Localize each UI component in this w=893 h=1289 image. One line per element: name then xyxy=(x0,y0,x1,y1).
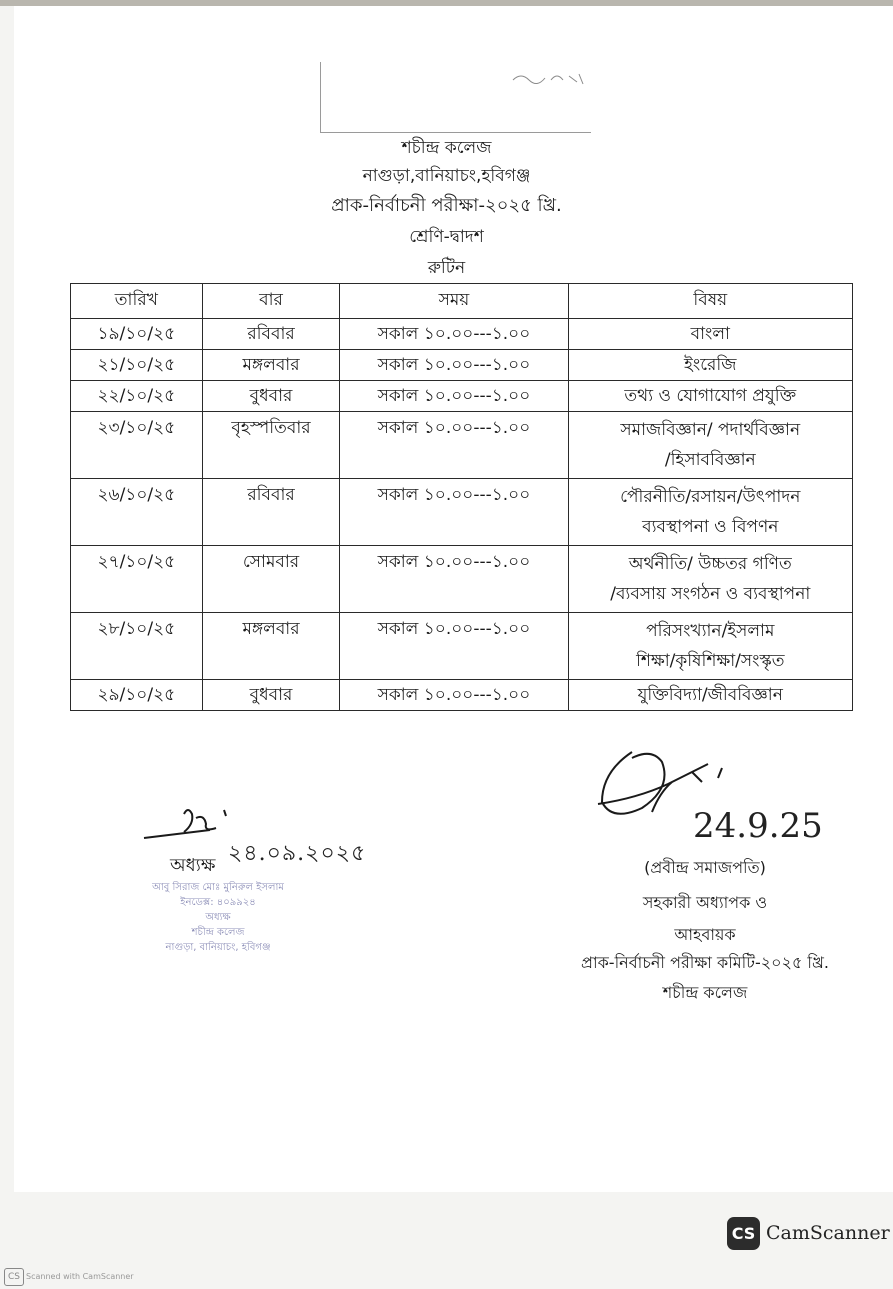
camscanner-small-logo-icon: CS xyxy=(4,1268,24,1286)
convener-signed-date: 24.9.25 xyxy=(693,806,823,846)
principal-seal xyxy=(118,880,318,955)
convener-committee: প্রাক-নির্বাচনী পরীক্ষা কমিটি-২০২৫ খ্রি. xyxy=(581,953,829,972)
cell-date: ১৯/১০/২৫ xyxy=(71,319,203,350)
cell-date: ২১/১০/২৫ xyxy=(71,350,203,381)
cell-date: ২৯/১০/২৫ xyxy=(71,680,203,711)
subject-line: ব্যবস্থাপনা ও বিপণন xyxy=(642,517,779,537)
table-row xyxy=(71,613,853,680)
convener-name: (প্রবীন্দ্র সমাজপতি) xyxy=(644,858,766,877)
cell-subject: তথ্য ও যোগাযোগ প্রযুক্তি xyxy=(568,381,852,412)
table-header-row xyxy=(71,284,853,319)
seal-line: নাগুড়া, বানিয়াচং, হবিগঞ্জ xyxy=(165,942,271,953)
seal-line: শচীন্দ্র কলেজ xyxy=(191,927,245,938)
cell-date: ২২/১০/২৫ xyxy=(71,381,203,412)
column-header-subject: বিষয় xyxy=(568,284,852,319)
principal-label: অধ্যক্ষ xyxy=(170,855,216,876)
principal-signed-date: ২৪.০৯.২০২৫ xyxy=(228,841,367,866)
seal-line: ইনডেক্স: ৪০৯৯২৪ xyxy=(180,897,256,908)
table-row xyxy=(71,319,853,350)
cell-date: ২৬/১০/২৫ xyxy=(71,479,203,546)
cell-time: সকাল ১০.০০---১.০০ xyxy=(340,479,568,546)
college-address: নাগুড়া,বানিয়াচং,হবিগঞ্জ xyxy=(362,166,531,186)
cell-date: ২৮/১০/২৫ xyxy=(71,613,203,680)
subject-line: /ব্যবসায় সংগঠন ও ব্যবস্থাপনা xyxy=(610,584,811,604)
cell-time: সকাল ১০.০০---১.০০ xyxy=(340,680,568,711)
cell-subject xyxy=(568,546,852,613)
seal-line: অধ্যক্ষ xyxy=(205,912,231,923)
exam-title: প্রাক-নির্বাচনী পরীক্ষা-২০২৫ খ্রি. xyxy=(331,195,562,216)
cell-time: সকাল ১০.০০---১.০০ xyxy=(340,350,568,381)
cell-subject: বাংলা xyxy=(568,319,852,350)
cell-date: ২৩/১০/২৫ xyxy=(71,412,203,479)
cell-time: সকাল ১০.০০---১.০০ xyxy=(340,546,568,613)
column-header-time: সময় xyxy=(340,284,568,319)
subject-line: পরিসংখ্যান/ইসলাম xyxy=(646,621,775,641)
cell-time: সকাল ১০.০০---১.০০ xyxy=(340,412,568,479)
cell-time: সকাল ১০.০০---১.০০ xyxy=(340,613,568,680)
seal-line: আবু সিরাজ মোঃ মুনিরুল ইসলাম xyxy=(152,882,284,893)
cell-day: মঙ্গলবার xyxy=(202,613,340,680)
table-row xyxy=(71,381,853,412)
subject-line: শিক্ষা/কৃষিশিক্ষা/সংস্কৃত xyxy=(636,651,785,671)
cell-subject: ইংরেজি xyxy=(568,350,852,381)
subject-line: /হিসাববিজ্ঞান xyxy=(664,450,756,470)
cell-day: সোমবার xyxy=(202,546,340,613)
subject-line: অর্থনীতি/ উচ্চতর গণিত xyxy=(628,554,792,574)
table-row xyxy=(71,546,853,613)
college-name: শচীন্দ্র কলেজ xyxy=(401,138,492,158)
cell-date: ২৭/১০/২৫ xyxy=(71,546,203,613)
cell-day: বুধবার xyxy=(202,381,340,412)
class-label: শ্রেণি-দ্বাদশ xyxy=(409,227,484,247)
camscanner-logo-icon: CS xyxy=(727,1217,760,1250)
cell-time: সকাল ১০.০০---১.০০ xyxy=(340,319,568,350)
stamp-scribble xyxy=(511,68,591,88)
table-row xyxy=(71,479,853,546)
cell-day: বৃহস্পতিবার xyxy=(202,412,340,479)
convener-institution: শচীন্দ্র কলেজ xyxy=(662,983,748,1002)
cell-subject xyxy=(568,479,852,546)
convener-role: আহবায়ক xyxy=(674,925,736,944)
cell-day: রবিবার xyxy=(202,479,340,546)
table-row xyxy=(71,680,853,711)
cell-subject xyxy=(568,412,852,479)
exam-routine-table xyxy=(70,283,853,711)
subject-line: পৌরনীতি/রসায়ন/উৎপাদন xyxy=(620,487,801,507)
convener-designation: সহকারী অধ্যাপক ও xyxy=(642,893,768,912)
cell-subject: যুক্তিবিদ্যা/জীববিজ্ঞান xyxy=(568,680,852,711)
cell-day: বুধবার xyxy=(202,680,340,711)
column-header-day: বার xyxy=(202,284,340,319)
scanned-with-footer: Scanned with CamScanner xyxy=(26,1272,134,1281)
table-row xyxy=(71,412,853,479)
table-row xyxy=(71,350,853,381)
subject-line: সমাজবিজ্ঞান/ পদার্থবিজ্ঞান xyxy=(620,420,801,440)
cell-day: মঙ্গলবার xyxy=(202,350,340,381)
document-type: রুটিন xyxy=(427,258,466,278)
cell-time: সকাল ১০.০০---১.০০ xyxy=(340,381,568,412)
column-header-date: তারিখ xyxy=(71,284,203,319)
received-stamp-box xyxy=(320,62,591,133)
camscanner-brand: CamScanner xyxy=(766,1222,890,1244)
cell-day: রবিবার xyxy=(202,319,340,350)
cell-subject xyxy=(568,613,852,680)
